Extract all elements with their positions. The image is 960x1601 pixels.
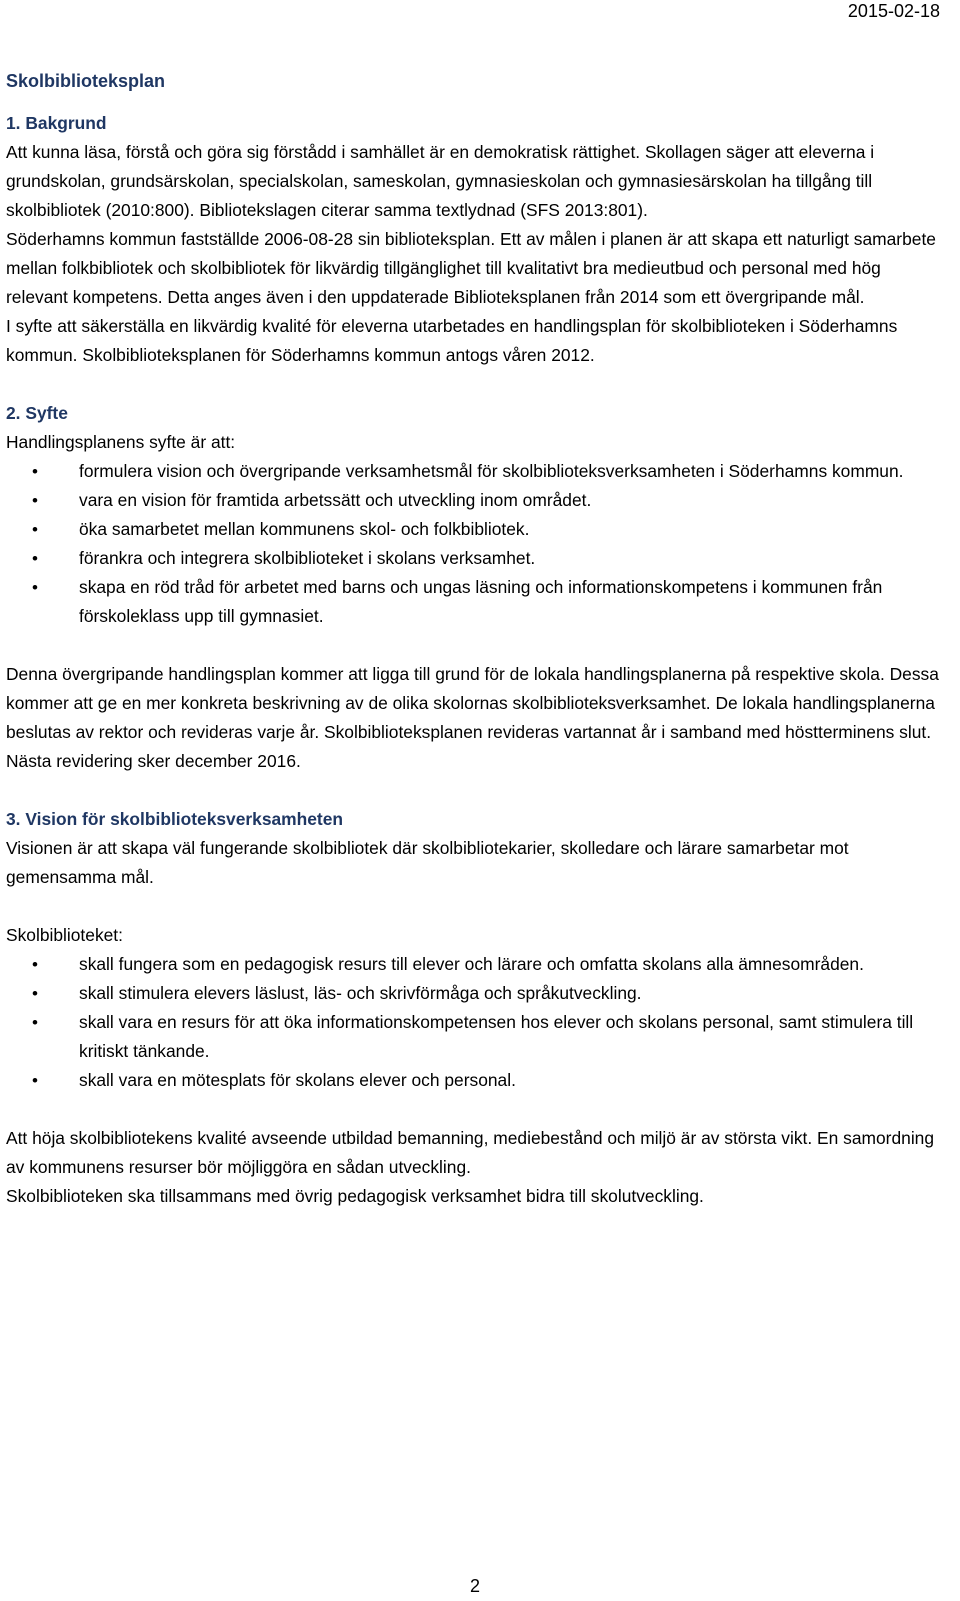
syfte-bullet-list xyxy=(6,457,946,631)
section-heading-bakgrund: 1. Bakgrund xyxy=(6,113,107,133)
bullet-icon: • xyxy=(32,578,38,597)
vision-bullet-list xyxy=(6,950,946,1095)
section-number: 3. xyxy=(6,809,21,829)
section-title: Syfte xyxy=(25,403,68,423)
bullet-icon: • xyxy=(32,1013,38,1032)
page-number: 2 xyxy=(470,1576,481,1596)
bullet-icon: • xyxy=(32,520,38,539)
document-title: Skolbiblioteksplan xyxy=(6,71,166,91)
bakgrund-paragraph: Att kunna läsa, förstå och göra sig förstådd i samhället är en demokratisk rättighet. Skollagen säger att eleverna i grundskolan, grundsärskolan, specialskolan, sameskolan, gymnasieskolan och gymnasiesärskolan ha tillgång till skolbibliotek (2010:800). Bibliotekslagen citerar samma textlydnad (SFS 2013:801). xyxy=(6,142,875,220)
list-item: • skall vara en mötesplats för skolans elever och personal. xyxy=(6,1066,946,1095)
vision-list-intro: Skolbiblioteket: xyxy=(6,925,123,945)
bullet-icon: • xyxy=(32,462,38,481)
list-item: • förankra och integrera skolbiblioteket i skolans verksamhet. xyxy=(6,544,946,573)
syfte-paragraph: Denna övergripande handlingsplan kommer att ligga till grund för de lokala handlingsplanerna på respektive skola. Dessa kommer att ge en mer konkreta beskrivning av de olika skolornas skolbiblioteksverksamhet. De lokala handlingsplanerna beslutas av rektor och revideras varje år. Skolbiblioteksplanen revideras vartannat år i samband med höstterminens slut. Nästa revidering sker december 2016. xyxy=(6,664,939,771)
syfte-intro: Handlingsplanens syfte är att: xyxy=(6,432,236,452)
section-title: Vision för skolbiblioteksverksamheten xyxy=(25,809,344,829)
vision-closing-paragraph: Skolbiblioteken ska tillsammans med övrig pedagogisk verksamhet bidra till skolutveckling. xyxy=(6,1186,704,1206)
vision-paragraph: Visionen är att skapa väl fungerande skolbibliotek där skolbibliotekarier, skolledare och lärare samarbetar mot gemensamma mål. xyxy=(6,838,849,887)
list-item: • vara en vision för framtida arbetssätt och utveckling inom området. xyxy=(6,486,946,515)
bullet-icon: • xyxy=(32,955,38,974)
section-heading-syfte xyxy=(6,399,946,428)
section-number: 2. xyxy=(6,403,21,423)
bakgrund-paragraph: I syfte att säkerställa en likvärdig kvalité för eleverna utarbetades en handlingsplan för skolbiblioteken i Söderhamns kommun. Skolbiblioteksplanen för Söderhamns kommun antogs våren 2012. xyxy=(6,316,898,365)
section-heading-vision xyxy=(6,805,946,834)
bakgrund-paragraph: Söderhamns kommun fastställde 2006-08-28 sin biblioteksplan. Ett av målen i planen är att skapa ett naturligt samarbete mellan folkbibliotek och skolbibliotek för likvärdig tillgänglighet till kvalitativt bra medieutbud och personal med hög relevant kompetens. Detta anges även i den uppdaterade Biblioteksplanen från 2014 som ett övergripande mål. xyxy=(6,229,936,307)
list-item: • skapa en röd tråd för arbetet med barns och ungas läsning och informationskompetens i kommunen från förskoleklass upp till gymnasiet. xyxy=(6,573,946,631)
list-item: • öka samarbetet mellan kommunens skol- och folkbibliotek. xyxy=(6,515,946,544)
list-item: • formulera vision och övergripande verksamhetsmål för skolbiblioteksverksamheten i Söderhamns kommun. xyxy=(6,457,946,486)
vision-closing-paragraph: Att höja skolbibliotekens kvalité avseende utbildad bemanning, mediebestånd och miljö är av största vikt. En samordning av kommunens resurser bör möjliggöra en sådan utveckling. xyxy=(6,1128,935,1177)
bullet-icon: • xyxy=(32,491,38,510)
list-item: • skall fungera som en pedagogisk resurs till elever och lärare och omfatta skolans alla ämnesområden. xyxy=(6,950,946,979)
bullet-icon: • xyxy=(32,984,38,1003)
bullet-icon: • xyxy=(32,549,38,568)
list-item: • skall stimulera elevers läslust, läs- och skrivförmåga och språkutveckling. xyxy=(6,979,946,1008)
document-body xyxy=(6,67,946,1211)
bullet-icon: • xyxy=(32,1071,38,1090)
document-date: 2015-02-18 xyxy=(847,1,940,21)
list-item: • skall vara en resurs för att öka informationskompetensen hos elever och skolans personal, samt stimulera till kritiskt tänkande. xyxy=(6,1008,946,1066)
